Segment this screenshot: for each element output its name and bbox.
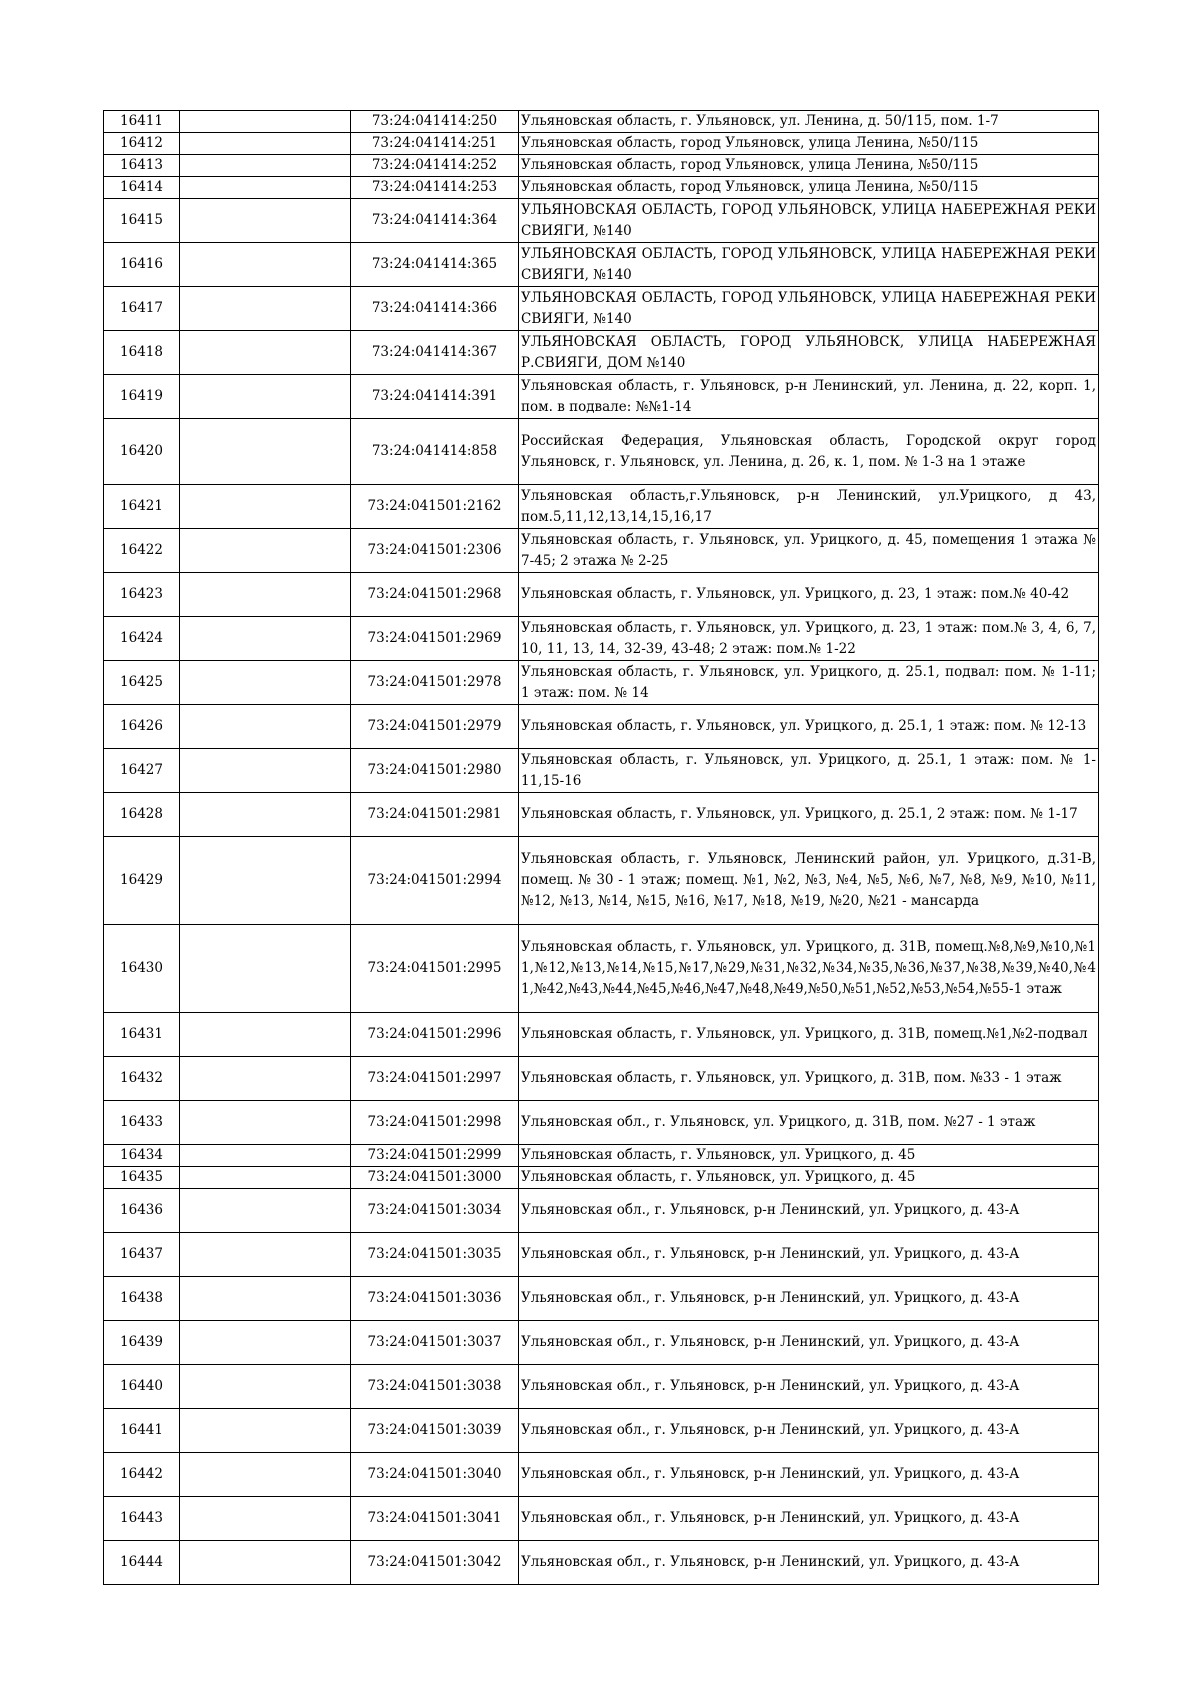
- row-number-cell: 16412: [104, 133, 180, 155]
- cadastral-number-cell: 73:24:041501:2978: [351, 661, 519, 705]
- row-number-cell: 16440: [104, 1365, 180, 1409]
- empty-cell: [180, 199, 351, 243]
- empty-cell: [180, 793, 351, 837]
- address-cell: Ульяновская обл., г. Ульяновск, р-н Ленинский, ул. Урицкого, д. 43-А: [519, 1409, 1099, 1453]
- row-number-cell: 16435: [104, 1167, 180, 1189]
- table-row: [104, 925, 1099, 1013]
- empty-cell: [180, 749, 351, 793]
- empty-cell: [180, 243, 351, 287]
- address-cell: Ульяновская обл., г. Ульяновск, р-н Ленинский, ул. Урицкого, д. 43-А: [519, 1497, 1099, 1541]
- cadastral-number-cell: 73:24:041501:2981: [351, 793, 519, 837]
- address-cell: Ульяновская обл., г. Ульяновск, р-н Ленинский, ул. Урицкого, д. 43-А: [519, 1453, 1099, 1497]
- table-row: [104, 617, 1099, 661]
- address-cell: Ульяновская обл., г. Ульяновск, ул. Урицкого, д. 31В, пом. №27 - 1 этаж: [519, 1101, 1099, 1145]
- cadastral-number-cell: 73:24:041501:3040: [351, 1453, 519, 1497]
- row-number-cell: 16438: [104, 1277, 180, 1321]
- cadastral-number-cell: 73:24:041501:2994: [351, 837, 519, 925]
- address-cell: Ульяновская область, город Ульяновск, улица Ленина, №50/115: [519, 177, 1099, 199]
- address-cell: Ульяновская область, город Ульяновск, улица Ленина, №50/115: [519, 155, 1099, 177]
- row-number-cell: 16424: [104, 617, 180, 661]
- address-cell: УЛЬЯНОВСКАЯ ОБЛАСТЬ, ГОРОД УЛЬЯНОВСК, УЛИЦА НАБЕРЕЖНАЯ Р.СВИЯГИ, ДОМ №140: [519, 331, 1099, 375]
- row-number-cell: 16442: [104, 1453, 180, 1497]
- table-row: [104, 705, 1099, 749]
- address-cell: Ульяновская область, г. Ульяновск, ул. Урицкого, д. 25.1, 1 этаж: пом. № 12-13: [519, 705, 1099, 749]
- empty-cell: [180, 375, 351, 419]
- empty-cell: [180, 1145, 351, 1167]
- table-row: [104, 1541, 1099, 1585]
- empty-cell: [180, 661, 351, 705]
- cadastral-number-cell: 73:24:041501:3034: [351, 1189, 519, 1233]
- row-number-cell: 16436: [104, 1189, 180, 1233]
- cadastral-number-cell: 73:24:041414:391: [351, 375, 519, 419]
- cadastral-number-cell: 73:24:041501:3041: [351, 1497, 519, 1541]
- cadastral-number-cell: 73:24:041414:253: [351, 177, 519, 199]
- table-row: [104, 1189, 1099, 1233]
- cadastral-number-cell: 73:24:041501:3039: [351, 1409, 519, 1453]
- address-cell: Ульяновская область, г. Ульяновск, ул. Урицкого, д. 45: [519, 1145, 1099, 1167]
- table-row: [104, 419, 1099, 485]
- address-cell: Ульяновская область, г. Ульяновск, ул. Ленина, д. 50/115, пом. 1-7: [519, 111, 1099, 133]
- table-row: [104, 1233, 1099, 1277]
- registry-table: [103, 110, 1099, 1585]
- address-cell: Ульяновская область, г. Ульяновск, Ленинский район, ул. Урицкого, д.31-В, помещ. № 30 - 1 этаж; помещ. №1, №2, №3, №4, №5, №6, №7, №8, №9, №10, №11, №12, №13, №14, №15, №16, №17, №18, №19, №20, №21 - мансарда: [519, 837, 1099, 925]
- address-cell: Ульяновская обл., г. Ульяновск, р-н Ленинский, ул. Урицкого, д. 43-А: [519, 1277, 1099, 1321]
- empty-cell: [180, 1233, 351, 1277]
- cadastral-number-cell: 73:24:041501:3037: [351, 1321, 519, 1365]
- table-row: [104, 1167, 1099, 1189]
- table-row: [104, 1497, 1099, 1541]
- cadastral-number-cell: 73:24:041501:2996: [351, 1013, 519, 1057]
- cadastral-number-cell: 73:24:041414:252: [351, 155, 519, 177]
- row-number-cell: 16422: [104, 529, 180, 573]
- row-number-cell: 16437: [104, 1233, 180, 1277]
- empty-cell: [180, 1409, 351, 1453]
- address-cell: Ульяновская область, г. Ульяновск, ул. Урицкого, д. 31В, помещ.№8,№9,№10,№11,№12,№13,№14,№15,№17,№29,№31,№32,№34,№35,№36,№37,№38,№39,№40,№41,№42,№43,№44,№45,№46,№47,№48,№49,№50,№51,№52,№53,№54,№55-1 этаж: [519, 925, 1099, 1013]
- address-cell: Российская Федерация, Ульяновская область, Городской округ город Ульяновск, г. Ульяновск, ул. Ленина, д. 26, к. 1, пом. № 1-3 на 1 этаже: [519, 419, 1099, 485]
- address-cell: Ульяновская область, г. Ульяновск, ул. Урицкого, д. 23, 1 этаж: пом.№ 40-42: [519, 573, 1099, 617]
- cadastral-number-cell: 73:24:041501:3038: [351, 1365, 519, 1409]
- empty-cell: [180, 1013, 351, 1057]
- empty-cell: [180, 925, 351, 1013]
- address-cell: Ульяновская область, г. Ульяновск, ул. Урицкого, д. 23, 1 этаж: пом.№ 3, 4, 6, 7, 10, 11, 13, 14, 32-39, 43-48; 2 этаж: пом.№ 1-22: [519, 617, 1099, 661]
- row-number-cell: 16414: [104, 177, 180, 199]
- cadastral-number-cell: 73:24:041501:2998: [351, 1101, 519, 1145]
- cadastral-number-cell: 73:24:041501:3042: [351, 1541, 519, 1585]
- cadastral-number-cell: 73:24:041501:2995: [351, 925, 519, 1013]
- address-cell: Ульяновская область, г. Ульяновск, ул. Урицкого, д. 45, помещения 1 этажа № 7-45; 2 этажа № 2-25: [519, 529, 1099, 573]
- empty-cell: [180, 573, 351, 617]
- cadastral-number-cell: 73:24:041414:364: [351, 199, 519, 243]
- table-row: [104, 243, 1099, 287]
- table-row: [104, 573, 1099, 617]
- empty-cell: [180, 617, 351, 661]
- empty-cell: [180, 1101, 351, 1145]
- empty-cell: [180, 111, 351, 133]
- row-number-cell: 16426: [104, 705, 180, 749]
- row-number-cell: 16416: [104, 243, 180, 287]
- table-row: [104, 485, 1099, 529]
- cadastral-number-cell: 73:24:041501:2980: [351, 749, 519, 793]
- table-row: [104, 199, 1099, 243]
- empty-cell: [180, 1541, 351, 1585]
- empty-cell: [180, 529, 351, 573]
- empty-cell: [180, 331, 351, 375]
- address-cell: Ульяновская обл., г. Ульяновск, р-н Ленинский, ул. Урицкого, д. 43-А: [519, 1233, 1099, 1277]
- address-cell: Ульяновская область, г. Ульяновск, ул. Урицкого, д. 25.1, подвал: пом. № 1-11; 1 этаж: пом. № 14: [519, 661, 1099, 705]
- cadastral-number-cell: 73:24:041501:2162: [351, 485, 519, 529]
- table-row: [104, 1057, 1099, 1101]
- row-number-cell: 16430: [104, 925, 180, 1013]
- cadastral-number-cell: 73:24:041414:858: [351, 419, 519, 485]
- address-cell: Ульяновская область, г. Ульяновск, ул. Урицкого, д. 25.1, 1 этаж: пом. № 1-11,15-16: [519, 749, 1099, 793]
- cadastral-number-cell: 73:24:041414:250: [351, 111, 519, 133]
- row-number-cell: 16418: [104, 331, 180, 375]
- row-number-cell: 16415: [104, 199, 180, 243]
- address-cell: УЛЬЯНОВСКАЯ ОБЛАСТЬ, ГОРОД УЛЬЯНОВСК, УЛИЦА НАБЕРЕЖНАЯ РЕКИ СВИЯГИ, №140: [519, 243, 1099, 287]
- address-cell: УЛЬЯНОВСКАЯ ОБЛАСТЬ, ГОРОД УЛЬЯНОВСК, УЛИЦА НАБЕРЕЖНАЯ РЕКИ СВИЯГИ, №140: [519, 199, 1099, 243]
- empty-cell: [180, 155, 351, 177]
- row-number-cell: 16419: [104, 375, 180, 419]
- row-number-cell: 16444: [104, 1541, 180, 1585]
- row-number-cell: 16413: [104, 155, 180, 177]
- cadastral-number-cell: 73:24:041414:366: [351, 287, 519, 331]
- empty-cell: [180, 837, 351, 925]
- table-row: [104, 1277, 1099, 1321]
- empty-cell: [180, 1453, 351, 1497]
- table-row: [104, 1145, 1099, 1167]
- empty-cell: [180, 1365, 351, 1409]
- table-row: [104, 837, 1099, 925]
- address-cell: Ульяновская обл., г. Ульяновск, р-н Ленинский, ул. Урицкого, д. 43-А: [519, 1189, 1099, 1233]
- cadastral-number-cell: 73:24:041414:251: [351, 133, 519, 155]
- cadastral-number-cell: 73:24:041414:367: [351, 331, 519, 375]
- row-number-cell: 16432: [104, 1057, 180, 1101]
- row-number-cell: 16428: [104, 793, 180, 837]
- table-row: [104, 1013, 1099, 1057]
- row-number-cell: 16417: [104, 287, 180, 331]
- empty-cell: [180, 1321, 351, 1365]
- table-row: [104, 529, 1099, 573]
- row-number-cell: 16443: [104, 1497, 180, 1541]
- row-number-cell: 16429: [104, 837, 180, 925]
- table-row: [104, 1453, 1099, 1497]
- table-row: [104, 331, 1099, 375]
- address-cell: УЛЬЯНОВСКАЯ ОБЛАСТЬ, ГОРОД УЛЬЯНОВСК, УЛИЦА НАБЕРЕЖНАЯ РЕКИ СВИЯГИ, №140: [519, 287, 1099, 331]
- empty-cell: [180, 133, 351, 155]
- row-number-cell: 16433: [104, 1101, 180, 1145]
- table-row: [104, 155, 1099, 177]
- table-row: [104, 749, 1099, 793]
- address-cell: Ульяновская обл., г. Ульяновск, р-н Ленинский, ул. Урицкого, д. 43-А: [519, 1365, 1099, 1409]
- table-row: [104, 793, 1099, 837]
- address-cell: Ульяновская область,г.Ульяновск, р-н Ленинский, ул.Урицкого, д 43, пом.5,11,12,13,14,15,16,17: [519, 485, 1099, 529]
- empty-cell: [180, 1189, 351, 1233]
- cadastral-number-cell: 73:24:041501:3036: [351, 1277, 519, 1321]
- address-cell: Ульяновская обл., г. Ульяновск, р-н Ленинский, ул. Урицкого, д. 43-А: [519, 1541, 1099, 1585]
- row-number-cell: 16420: [104, 419, 180, 485]
- table-row: [104, 133, 1099, 155]
- cadastral-number-cell: 73:24:041501:3035: [351, 1233, 519, 1277]
- cadastral-number-cell: 73:24:041501:2999: [351, 1145, 519, 1167]
- cadastral-number-cell: 73:24:041501:2968: [351, 573, 519, 617]
- empty-cell: [180, 1057, 351, 1101]
- empty-cell: [180, 1277, 351, 1321]
- row-number-cell: 16421: [104, 485, 180, 529]
- row-number-cell: 16427: [104, 749, 180, 793]
- cadastral-number-cell: 73:24:041501:2306: [351, 529, 519, 573]
- row-number-cell: 16425: [104, 661, 180, 705]
- address-cell: Ульяновская область, г. Ульяновск, р-н Ленинский, ул. Ленина, д. 22, корп. 1, пом. в подвале: №№1-14: [519, 375, 1099, 419]
- row-number-cell: 16423: [104, 573, 180, 617]
- table-row: [104, 111, 1099, 133]
- empty-cell: [180, 177, 351, 199]
- row-number-cell: 16441: [104, 1409, 180, 1453]
- cadastral-number-cell: 73:24:041414:365: [351, 243, 519, 287]
- registry-table-body: [104, 111, 1099, 1585]
- address-cell: Ульяновская область, г. Ульяновск, ул. Урицкого, д. 45: [519, 1167, 1099, 1189]
- empty-cell: [180, 287, 351, 331]
- cadastral-number-cell: 73:24:041501:3000: [351, 1167, 519, 1189]
- cadastral-number-cell: 73:24:041501:2979: [351, 705, 519, 749]
- address-cell: Ульяновская обл., г. Ульяновск, р-н Ленинский, ул. Урицкого, д. 43-А: [519, 1321, 1099, 1365]
- table-row: [104, 1321, 1099, 1365]
- empty-cell: [180, 1497, 351, 1541]
- table-row: [104, 661, 1099, 705]
- table-row: [104, 1101, 1099, 1145]
- row-number-cell: 16411: [104, 111, 180, 133]
- cadastral-number-cell: 73:24:041501:2969: [351, 617, 519, 661]
- table-row: [104, 375, 1099, 419]
- address-cell: Ульяновская область, г. Ульяновск, ул. Урицкого, д. 25.1, 2 этаж: пом. № 1-17: [519, 793, 1099, 837]
- empty-cell: [180, 419, 351, 485]
- address-cell: Ульяновская область, город Ульяновск, улица Ленина, №50/115: [519, 133, 1099, 155]
- table-row: [104, 1365, 1099, 1409]
- empty-cell: [180, 1167, 351, 1189]
- row-number-cell: 16439: [104, 1321, 180, 1365]
- table-row: [104, 1409, 1099, 1453]
- row-number-cell: 16431: [104, 1013, 180, 1057]
- cadastral-number-cell: 73:24:041501:2997: [351, 1057, 519, 1101]
- address-cell: Ульяновская область, г. Ульяновск, ул. Урицкого, д. 31В, пом. №33 - 1 этаж: [519, 1057, 1099, 1101]
- table-row: [104, 177, 1099, 199]
- empty-cell: [180, 705, 351, 749]
- empty-cell: [180, 485, 351, 529]
- table-row: [104, 287, 1099, 331]
- row-number-cell: 16434: [104, 1145, 180, 1167]
- address-cell: Ульяновская область, г. Ульяновск, ул. Урицкого, д. 31В, помещ.№1,№2-подвал: [519, 1013, 1099, 1057]
